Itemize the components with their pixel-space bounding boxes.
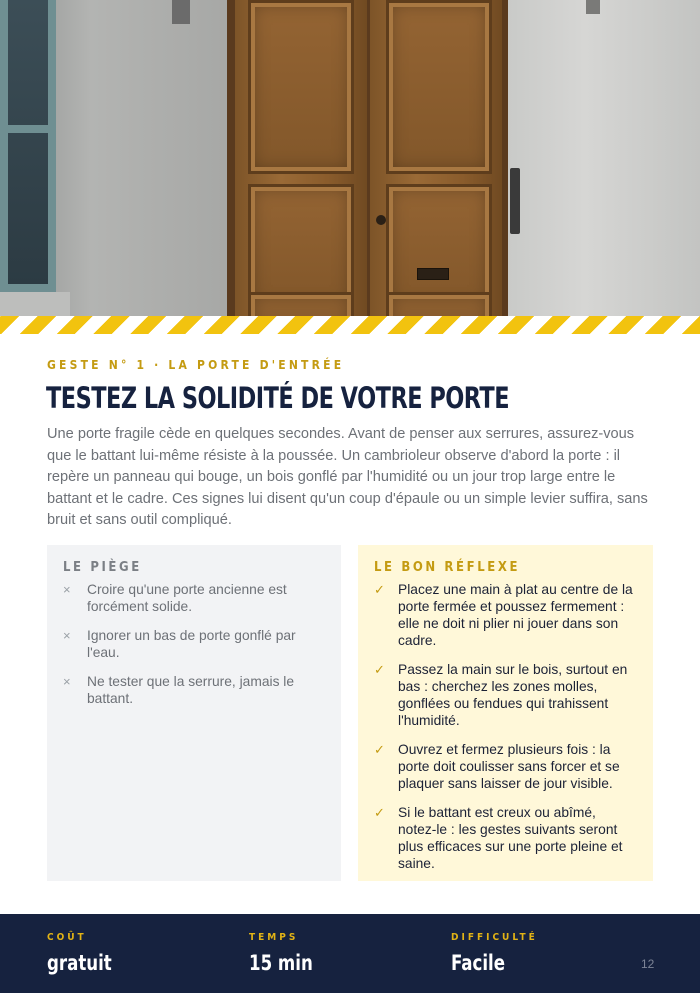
- trap-list: [63, 581, 325, 707]
- footer-stats-band: [0, 914, 700, 993]
- list-item-text: Ouvrez et fermez plusieurs fois : la porte doit coulisser sans forcer et se plaquer sans laisser de jour visible.: [398, 742, 620, 791]
- hero-photo-front-door: [0, 0, 700, 318]
- lead-paragraph: Une porte fragile cède en quelques secondes. Avant de penser aux serrures, assurez-vous que le battant lui-même résiste à la poussée. Un cambrioleur observe d'abord la porte : il repère un panneau qui bouge, un bois gonflé par l'humidité ou un jour trop large entre le battant et le cadre. Ces signes lui disent qu'un coup d'épaule ou un simple levier suffira, sans bruit et sans outil compliqué.: [47, 426, 648, 528]
- list-item-text: Croire qu'une porte ancienne est forcément solide.: [87, 582, 287, 614]
- list-item: [63, 581, 325, 615]
- stat-difficulty-value: Facile: [451, 951, 506, 975]
- window-sill: [0, 292, 70, 318]
- list-item-text: Si le battant est creux ou abîmé, notez-le : les gestes suivants seront plus efficaces sur une porte pleine et saine.: [398, 805, 623, 871]
- cross-icon: ×: [63, 582, 71, 597]
- list-item: [374, 804, 637, 872]
- list-item-text: Placez une main à plat au centre de la porte fermée et poussez fermement : elle ne doit ni plier ni jouer dans son cadre.: [398, 582, 633, 648]
- good-reflex-card: [358, 545, 653, 881]
- section-eyebrow: GESTE N° 1 · LA PORTE D'ENTRÉE: [47, 358, 345, 372]
- window-crossbar: [8, 125, 48, 133]
- cross-icon: ×: [63, 628, 71, 643]
- trap-card: [47, 545, 341, 881]
- door-panel: [386, 0, 492, 174]
- trap-card-title: LE PIÈGE: [63, 560, 142, 575]
- stat-cost-label: COÛT: [47, 932, 87, 943]
- checkmark-icon: ✓: [374, 582, 385, 597]
- door-panel: [248, 0, 354, 174]
- checkmark-icon: ✓: [374, 805, 385, 820]
- cross-icon: ×: [63, 674, 71, 689]
- stat-time: [249, 932, 321, 975]
- door-handle-plate: [510, 168, 520, 234]
- list-item-text: Ignorer un bas de porte gonflé par l'eau.: [87, 628, 296, 660]
- checkmark-icon: ✓: [374, 742, 385, 757]
- door-panel: [248, 292, 354, 318]
- door-mail-slot: [417, 268, 449, 280]
- stat-difficulty-label: DIFFICULTÉ: [451, 932, 538, 943]
- list-item: [374, 581, 637, 649]
- stat-cost: [47, 932, 121, 975]
- door-panel: [386, 292, 492, 318]
- page-title: TESTEZ LA SOLIDITÉ DE VOTRE PORTE: [46, 381, 510, 415]
- good-reflex-list: [374, 581, 637, 872]
- wall-lamp-right: [586, 0, 600, 14]
- stat-time-value: 15 min: [249, 951, 313, 975]
- list-item-text: Ne tester que la serrure, jamais le battant.: [87, 674, 295, 706]
- door-knob: [376, 215, 386, 225]
- page-number: 12: [641, 957, 655, 971]
- window-glass: [8, 0, 48, 284]
- list-item: [374, 741, 637, 792]
- list-item: [374, 661, 637, 729]
- wall-lamp-left: [172, 0, 190, 24]
- list-item: [63, 673, 325, 707]
- stat-time-label: TEMPS: [249, 932, 299, 943]
- checkmark-icon: ✓: [374, 662, 385, 677]
- hazard-stripe-divider: [0, 316, 700, 334]
- stat-difficulty: [451, 932, 538, 975]
- list-item-text: Passez la main sur le bois, surtout en bas : cherchez les zones molles, gonflées ou fendues qui trahissent l'humidité.: [398, 662, 628, 728]
- stat-cost-value: gratuit: [47, 951, 112, 975]
- facade-wall-right: [508, 0, 700, 318]
- list-item: [63, 627, 325, 661]
- good-reflex-card-title: LE BON RÉFLEXE: [374, 560, 521, 575]
